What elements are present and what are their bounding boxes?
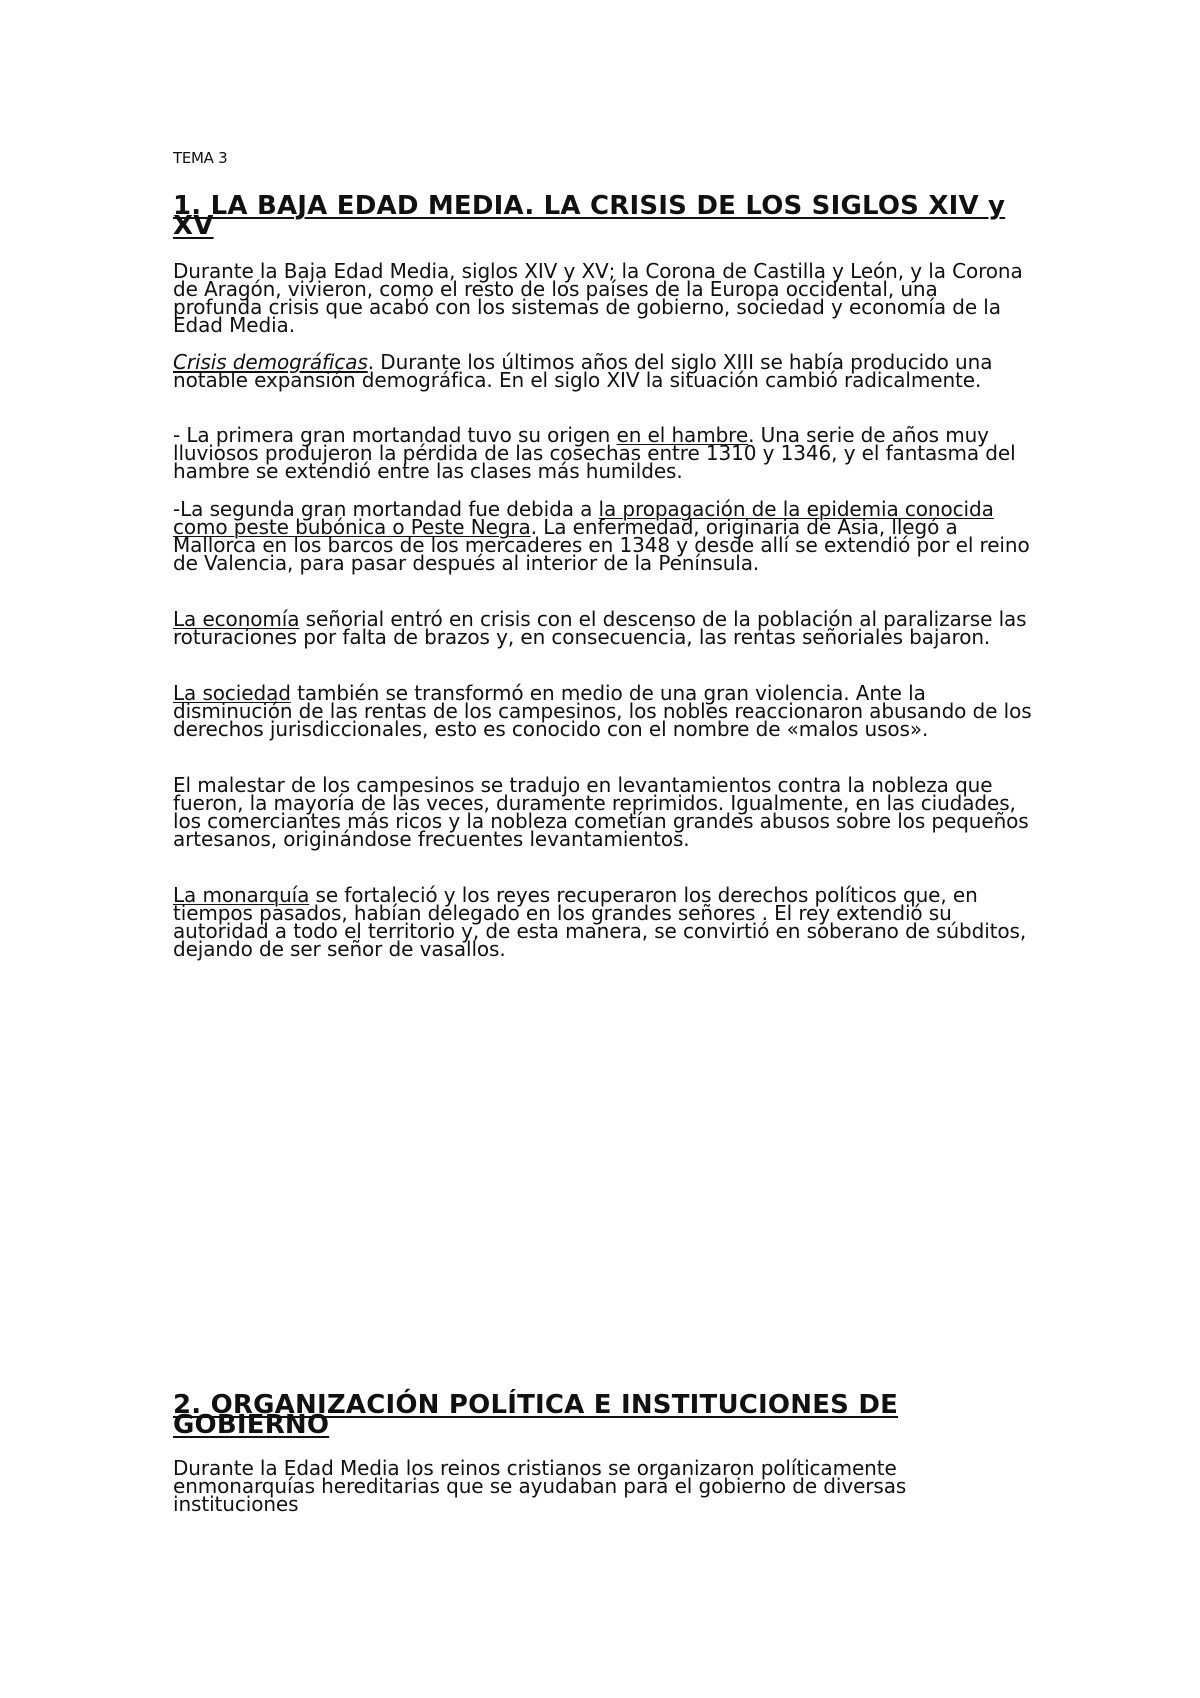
first-mortality-cause: en el hambre bbox=[616, 423, 749, 447]
crisis-demograficas-label: Crisis demográficas bbox=[173, 350, 368, 374]
society-text: también se transformó en medio de una gran violencia. Ante la disminución de las rentas de los campesinos, los nobles reaccionaron abusando de los derechos jurisdiccionales, esto es conocido con el nombre de «malos usos». bbox=[173, 681, 1032, 741]
section-1-heading: 1. LA BAJA EDAD MEDIA. LA CRISIS DE LOS SIGLOS XIV y XV bbox=[173, 191, 1006, 241]
crisis-demograficas-paragraph bbox=[173, 350, 1033, 392]
second-mortality-text-end: . La enfermedad, originaria de Asia, llegó a Mallorca en los barcos de los mercaderes en 1348 y desde allí se extendió por el reino de Valencia, para pasar después al interior de la Península. bbox=[173, 515, 1030, 575]
second-mortality-cause: la propagación de la epidemia conocida como peste bubónica o Peste Negra bbox=[173, 497, 994, 539]
first-mortality-paragraph bbox=[173, 423, 1033, 483]
topic-label: TEMA 3 bbox=[173, 149, 228, 167]
economy-label: La economía bbox=[173, 607, 300, 631]
section-2-heading: 2. ORGANIZACIÓN POLÍTICA E INSTITUCIONES DE GOBIERNO bbox=[173, 1390, 899, 1440]
monarchy-text: se fortaleció y los reyes recuperaron los derechos políticos que, en tiempos pasados, habían delegado en los grandes señores . El rey extendió su autoridad a todo el territorio y, de esta manera, se convirtió en soberano de súbditos, dejando de ser señor de vasallos. bbox=[173, 883, 1027, 961]
second-mortality-paragraph bbox=[173, 497, 1033, 575]
monarchy-label: La monarquía bbox=[173, 883, 310, 907]
first-mortality-text-end: . Una serie de años muy lluviosos produjeron la pérdida de las cosechas entre 1310 y 1346, y el fantasma del hambre se extendió entre las clases más humildes. bbox=[173, 423, 1016, 483]
economy-paragraph bbox=[173, 607, 1033, 649]
second-mortality-text-start: -La segunda gran mortandad fue debida a bbox=[173, 497, 599, 521]
peasant-unrest-paragraph: El malestar de los campesinos se tradujo en levantamientos contra la nobleza que fueron, la mayoría de las veces, duramente reprimidos. Igualmente, en las ciudades, los comerciantes más ricos y la nobleza cometían grandes abusos sobre los pequeños artesanos, originándose frecuentes levantamientos. bbox=[173, 773, 1029, 851]
crisis-demograficas-text: . Durante los últimos años del siglo XIII se había producido una notable expansión demográfica. En el siglo XIV la situación cambió radicalmente. bbox=[173, 350, 993, 392]
economy-text: señorial entró en crisis con el descenso de la población al paralizarse las roturaciones por falta de brazos y, en consecuencia, las rentas señoriales bajaron. bbox=[173, 607, 1027, 649]
society-label: La sociedad bbox=[173, 681, 291, 705]
section-2-intro-paragraph: Durante la Edad Media los reinos cristianos se organizaron políticamente enmonarquías hereditarias que se ayudaban para el gobierno de diversas instituciones bbox=[173, 1456, 907, 1516]
section-1-intro-paragraph: Durante la Baja Edad Media, siglos XIV y XV; la Corona de Castilla y León, y la Corona de Aragón, vivieron, como el resto de los países de la Europa occidental, una profunda crisis que acabó con los sistemas de gobierno, sociedad y economía de la Edad Media. bbox=[173, 259, 1023, 337]
first-mortality-text-start: - La primera gran mortandad tuvo su origen bbox=[173, 423, 617, 447]
monarchy-paragraph bbox=[173, 883, 1033, 961]
society-paragraph bbox=[173, 681, 1033, 741]
